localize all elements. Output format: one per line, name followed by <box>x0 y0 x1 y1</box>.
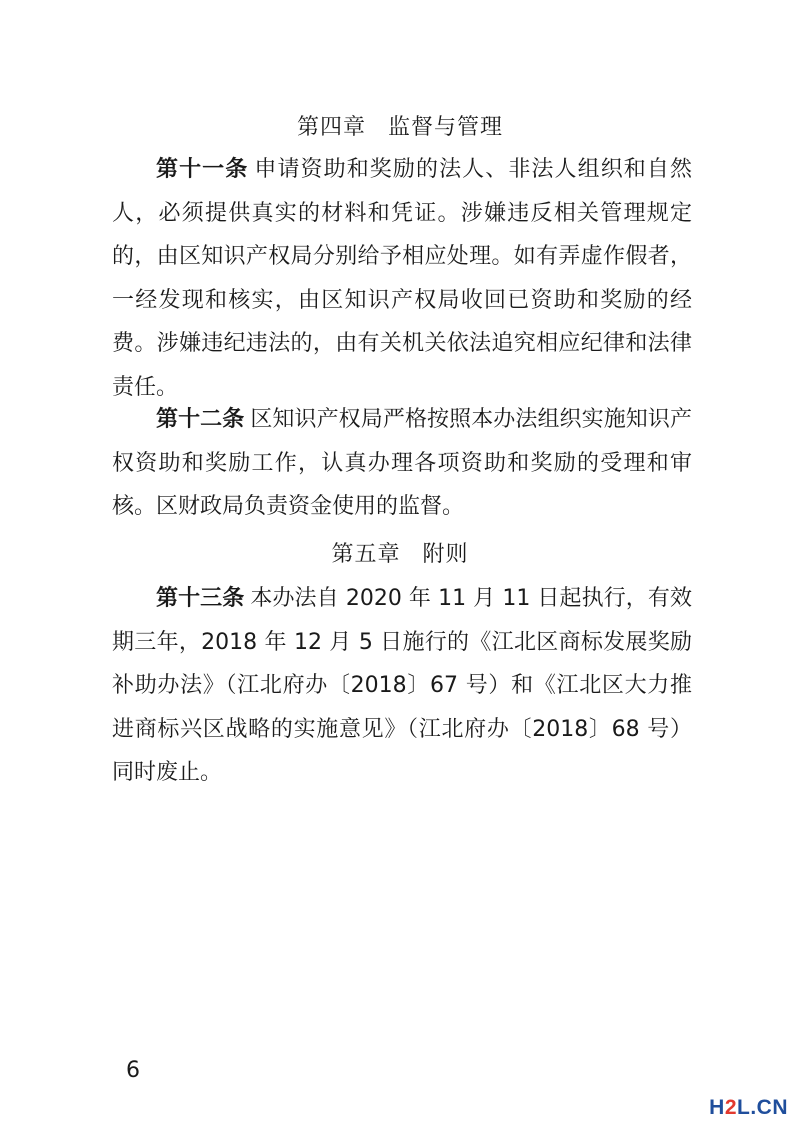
watermark-logo <box>709 1096 788 1120</box>
article-12 <box>112 398 692 529</box>
chapter-4-heading <box>0 113 800 143</box>
watermark-prefix: H <box>709 1096 725 1119</box>
watermark-digit: 2 <box>724 1096 737 1119</box>
article-11-label: 第十一条 <box>156 157 249 182</box>
chapter-5-subtitle: 附则 <box>422 542 469 567</box>
chapter-5-heading <box>0 540 800 570</box>
chapter-5-title: 第五章 <box>331 542 401 567</box>
article-11-text: 申请资助和奖励的法人、非法人组织和自然人，必须提供真实的材料和凭证。涉嫌违反相关管理规定的，由区知识产权局分别给予相应处理。如有弄虚作假者，一经发现和核实，由区知识产权局收回已资助和奖励的经费。涉嫌违纪违法的，由有关机关依法追究相应纪律和法律责任。 <box>112 157 692 400</box>
chapter-4-subtitle: 监督与管理 <box>388 115 504 140</box>
article-13 <box>112 577 692 795</box>
article-12-text: 区知识产权局严格按照本办法组织实施知识产权资助和奖励工作，认真办理各项资助和奖励的受理和审核。区财政局负责资金使用的监督。 <box>112 407 692 519</box>
article-13-label: 第十三条 <box>156 586 245 611</box>
watermark-suffix: L.CN <box>737 1096 788 1119</box>
page-number: 6 <box>126 1058 140 1083</box>
chapter-4-title: 第四章 <box>296 115 366 140</box>
article-12-label: 第十二条 <box>156 407 245 432</box>
article-13-text: 本办法自 2020 年 11 月 11 日起执行，有效期三年，2018 年 12 月 5 日施行的《江北区商标发展奖励补助办法》（江北府办〔2018〕67 号）和《江北区大力推进商标兴区战略的实施意见》（江北府办〔2018〕68 号）同时废止。 <box>112 586 692 785</box>
article-11 <box>112 148 692 409</box>
